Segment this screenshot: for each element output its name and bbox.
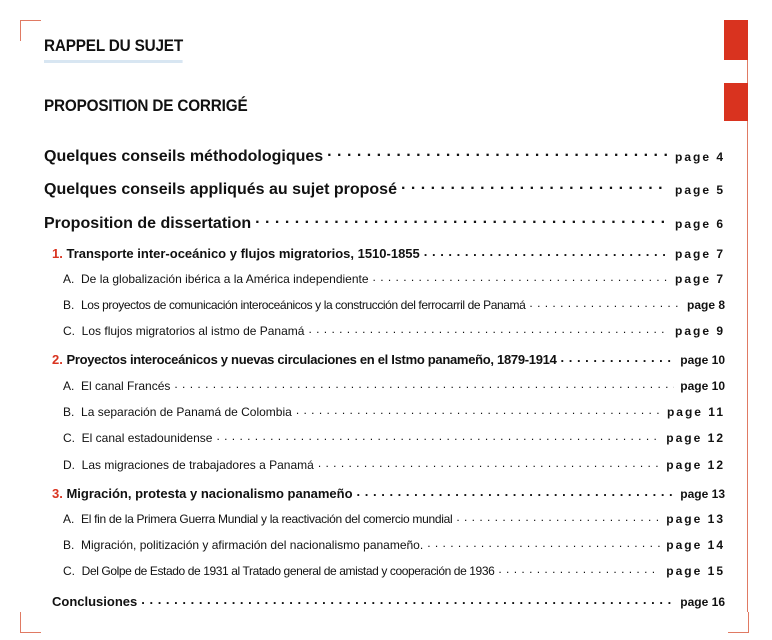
toc-leader — [498, 562, 660, 575]
frame-corner-bottom-left — [20, 612, 41, 633]
toc-label: De la globalización ibérica a la América independiente — [81, 272, 369, 287]
toc-entry[interactable] — [0, 536, 772, 552]
toc-entry[interactable] — [0, 377, 772, 393]
toc-page: page 15 — [666, 564, 725, 579]
toc-leader — [216, 429, 660, 442]
rappel-title[interactable]: RAPPEL DU SUJET — [44, 36, 183, 63]
toc-leader — [141, 592, 674, 606]
toc-number: C. — [63, 431, 75, 446]
toc-label: Los flujos migratorios al istmo de Panamá — [81, 324, 305, 339]
toc-label: Migración, politización y afirmación del nacionalismo panameño. — [81, 538, 424, 553]
toc-leader — [373, 270, 669, 283]
toc-page: page 7 — [674, 247, 725, 262]
toc-entry[interactable] — [0, 176, 772, 199]
toc-label: Proposition de dissertation — [44, 214, 252, 232]
frame-corner-top-left — [20, 20, 41, 41]
toc-number: B. — [63, 298, 75, 313]
toc-page: page 6 — [674, 216, 725, 231]
toc-entry[interactable] — [0, 484, 772, 501]
toc-number: C. — [63, 564, 75, 579]
toc-entry[interactable] — [0, 322, 772, 338]
toc-number: 3. — [52, 486, 63, 502]
frame-right-line — [747, 60, 748, 83]
toc-page: page 13 — [666, 512, 725, 527]
toc-entry[interactable] — [0, 210, 772, 233]
toc-label: Conclusiones — [52, 594, 138, 610]
toc-label: Quelques conseils appliqués au sujet proposé — [44, 180, 397, 198]
toc-page: page 4 — [674, 149, 725, 164]
toc-leader — [174, 377, 674, 390]
toc-entry[interactable] — [0, 456, 772, 472]
toc-label: El canal Francés — [81, 379, 171, 394]
toc-leader — [529, 296, 681, 309]
toc-page: page 10 — [680, 379, 725, 394]
toc-leader — [357, 484, 675, 498]
toc-number: D. — [63, 458, 75, 473]
toc-number: A. — [63, 379, 75, 394]
toc-page: page 7 — [674, 272, 725, 287]
toc-page: page 13 — [680, 487, 725, 502]
toc-entry[interactable] — [0, 403, 772, 419]
toc-page: page 11 — [666, 405, 725, 420]
toc-page: page 12 — [666, 431, 725, 446]
toc-leader — [327, 143, 669, 161]
toc-number: A. — [63, 272, 75, 287]
section-tab-proposition — [724, 83, 748, 121]
toc-page: page 12 — [666, 458, 725, 473]
toc-label: Transporte inter-oceánico y flujos migratorios, 1510-1855 — [66, 246, 420, 262]
toc-leader — [456, 510, 660, 523]
toc-page: page 14 — [666, 538, 725, 553]
toc-entry[interactable] — [0, 143, 772, 166]
toc-entry[interactable] — [0, 350, 772, 367]
toc-label: El fin de la Primera Guerra Mundial y la reactivación del comercio mundial — [81, 512, 453, 527]
toc-page: page 9 — [674, 324, 725, 339]
frame-corner-bottom-right — [728, 612, 749, 633]
toc-leader — [401, 176, 669, 194]
toc-label: Quelques conseils méthodologiques — [44, 147, 324, 165]
toc-leader — [255, 210, 669, 228]
toc-entry[interactable] — [0, 244, 772, 261]
toc-number: 1. — [52, 246, 63, 262]
toc-entry[interactable] — [0, 592, 772, 609]
toc-number: B. — [63, 538, 75, 553]
toc-entry[interactable] — [0, 510, 772, 526]
toc-leader — [296, 403, 661, 416]
toc-number: A. — [63, 512, 75, 527]
toc-label: El canal estadounidense — [81, 431, 213, 446]
toc-number: C. — [63, 324, 75, 339]
toc-number: B. — [63, 405, 75, 420]
toc-label: La separación de Panamá de Colombia — [81, 405, 292, 420]
toc-leader — [561, 350, 675, 364]
section-tab-rappel — [724, 20, 748, 60]
toc-page: page 8 — [686, 298, 725, 313]
toc-leader — [308, 322, 669, 335]
toc-leader — [424, 244, 669, 258]
toc-label: Del Golpe de Estado de 1931 al Tratado general de amistad y cooperación de 1936 — [81, 564, 495, 579]
toc-page: page 5 — [674, 182, 725, 197]
toc-label: Migración, protesta y nacionalismo panameño — [66, 486, 353, 502]
toc-number: 2. — [52, 352, 63, 368]
toc-entry[interactable] — [0, 296, 772, 312]
toc-entry[interactable] — [0, 270, 772, 286]
toc-page: page 16 — [680, 595, 725, 610]
toc-page: page 10 — [680, 353, 725, 368]
toc-label: Proyectos interoceánicos y nuevas circulaciones en el Istmo panameño, 1879-1914 — [66, 352, 557, 368]
toc-entry[interactable] — [0, 429, 772, 445]
toc-leader — [427, 536, 660, 549]
toc-leader — [318, 456, 660, 469]
toc-label: Las migraciones de trabajadores a Panamá — [81, 458, 314, 473]
toc-entry[interactable] — [0, 562, 772, 578]
toc-label: Los proyectos de comunicación interoceánicos y la construcción del ferrocarril de Panamá — [81, 298, 526, 313]
proposition-title: PROPOSITION DE CORRIGÉ — [44, 96, 248, 115]
